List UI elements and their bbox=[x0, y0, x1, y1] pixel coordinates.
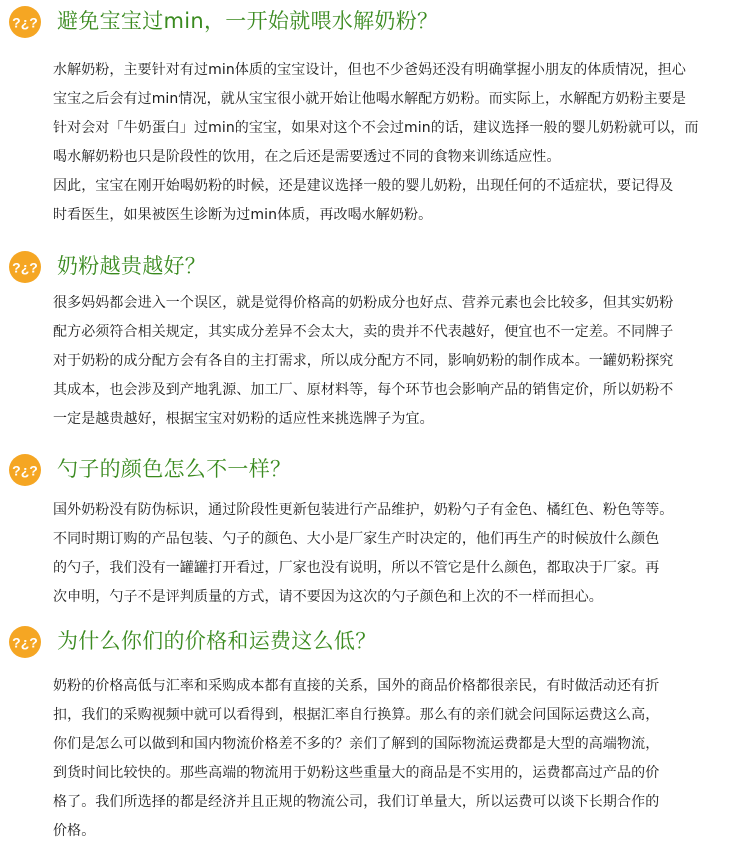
answer-line: 格了。我们所选择的都是经济并且正规的物流公司，我们订单量大，所以运费可以谈下长期合作的 bbox=[53, 794, 660, 810]
answer-line: 其成本，也会涉及到产地乳源、加工厂、原材料等，每个环节也会影响产品的销售定价，所以奶粉不 bbox=[53, 382, 674, 398]
qa-badge-icon bbox=[8, 5, 42, 39]
faq-answer bbox=[53, 496, 733, 612]
svg-text:?¿?: ?¿? bbox=[12, 634, 38, 651]
answer-line: 的勺子，我们没有一罐罐打开看过，厂家也没有说明，所以不管它是什么颜色，都取决于厂家。再 bbox=[53, 560, 660, 576]
faq-header bbox=[0, 245, 750, 285]
answer-line: 宝宝之后会有过min情况，就从宝宝很小就开始让他喝水解配方奶粉。而实际上，水解配方奶粉主要是 bbox=[53, 91, 686, 107]
faq-section-2 bbox=[0, 245, 750, 427]
svg-text:?¿?: ?¿? bbox=[12, 14, 38, 31]
answer-line: 次申明，勺子不是评判质量的方式，请不要因为这次的勺子颜色和上次的不一样而担心。 bbox=[53, 589, 603, 605]
faq-title: 避免宝宝过min，一开始就喂水解奶粉？ bbox=[57, 9, 439, 33]
svg-text:?¿?: ?¿? bbox=[12, 259, 38, 276]
faq-header bbox=[0, 448, 750, 488]
faq-header bbox=[0, 0, 750, 40]
qa-badge-icon bbox=[8, 250, 42, 284]
faq-answer bbox=[53, 56, 733, 230]
answer-line: 时看医生，如果被医生诊断为过min体质，再改喝水解奶粉。 bbox=[53, 207, 433, 223]
answer-line: 扣，我们的采购视频中就可以看得到，根据汇率自行换算。那么有的亲们就会问国际运费这么高， bbox=[53, 707, 660, 723]
faq-section-3 bbox=[0, 448, 750, 605]
faq-section-1 bbox=[0, 0, 750, 223]
faq-answer bbox=[53, 672, 733, 846]
faq-answer bbox=[53, 289, 733, 434]
answer-line: 国外奶粉没有防伪标识，通过阶段性更新包装进行产品维护，奶粉勺子有金色、橘红色、粉色等等。 bbox=[53, 502, 674, 518]
answer-line: 针对会对「牛奶蛋白」过min的宝宝，如果对这个不会过min的话，建议选择一般的婴儿奶粉就可以，而 bbox=[53, 120, 699, 136]
answer-line: 喝水解奶粉也只是阶段性的饮用，在之后还是需要透过不同的食物来训练适应性。 bbox=[53, 149, 561, 165]
answer-line: 你们是怎么可以做到和国内物流价格差不多的？亲们了解到的国际物流运费都是大型的高端物流， bbox=[53, 736, 660, 752]
answer-line: 一定是越贵越好，根据宝宝对奶粉的适应性来挑选牌子为宜。 bbox=[53, 411, 434, 427]
answer-line: 水解奶粉，主要针对有过min体质的宝宝设计，但也不少爸妈还没有明确掌握小朋友的体质情况，担心 bbox=[53, 62, 686, 78]
answer-line: 对于奶粉的成分配方会有各自的主打需求，所以成分配方不同，影响奶粉的制作成本。一罐奶粉探究 bbox=[53, 353, 674, 369]
qa-badge-icon bbox=[8, 453, 42, 487]
qa-badge-icon bbox=[8, 625, 42, 659]
faq-title: 勺子的颜色怎么不一样？ bbox=[57, 457, 292, 481]
answer-line: 因此，宝宝在刚开始喝奶粉的时候，还是建议选择一般的婴儿奶粉，出现任何的不适症状，要记得及 bbox=[53, 178, 674, 194]
answer-line: 不同时期订购的产品包装、勺子的颜色、大小是厂家生产时决定的，他们再生产的时候放什么颜色 bbox=[53, 531, 660, 547]
answer-line: 价格。 bbox=[53, 823, 96, 839]
answer-line: 配方必须符合相关规定，其实成分差异不会太大，卖的贵并不代表越好，便宜也不一定差。不同牌子 bbox=[53, 324, 674, 340]
answer-line: 到货时间比较快的。那些高端的物流用于奶粉这些重量大的商品是不实用的，运费都高过产品的价 bbox=[53, 765, 660, 781]
answer-line: 奶粉的价格高低与汇率和采购成本都有直接的关系，国外的商品价格都很亲民，有时做活动还有折 bbox=[53, 678, 660, 694]
faq-title: 为什么你们的价格和运费这么低？ bbox=[57, 629, 377, 653]
answer-line: 很多妈妈都会进入一个误区，就是觉得价格高的奶粉成分也好点、营养元素也会比较多，但其实奶粉 bbox=[53, 295, 674, 311]
faq-header bbox=[0, 620, 750, 660]
svg-text:?¿?: ?¿? bbox=[12, 462, 38, 479]
faq-section-4 bbox=[0, 620, 750, 839]
faq-title: 奶粉越贵越好？ bbox=[57, 254, 207, 278]
